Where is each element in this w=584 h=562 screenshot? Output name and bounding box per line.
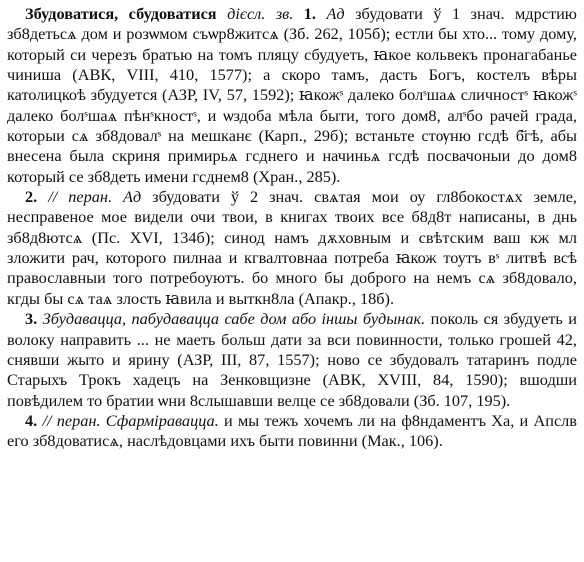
sense-paragraph [7,309,577,411]
sense-paragraph [7,411,577,452]
sense-paragraph [7,187,577,309]
headword: Збудоватися, сбудоватися [25,4,217,23]
sense-text: збудовати ў 1 знач. мдрстию зб8детьсѧ дом и розѡмом съѡр8житсѧ (Зб. 262, 105б); естли бы хто... тому дому, который си черезъ братью на томъ пляцу сбудуеть, ꙗкое кольвекъ пронагабанье чиниша (АВК, VIII, 410, 1577); а скоро тамъ, дасть Богъ, костелъ вѣры католицкоѣ збудуется (АЗР, IV, 57, 1592); ꙗкожˢ далеко болˢшаѧ сличностˢ ꙗкожˢ далеко болˢшаѧ пѣнˢкностˢ, и ѡздоба мѣла быти, того дом8, алˢбо рачей града, которыи сѧ зб8довалˢ на мешканє (Карп., 29б); встаньте стѹню гсдѣ б҃гѣ, абы внесена была скриня примирьѧ гсднего и начиньѧ гсдѣ посвачоныи до дом8 который се зб8деть имени гсднем8 (Хран., 285). [7,4,577,186]
sense-label: // перан. Сфарміравацца. [42,410,219,430]
sense-label: // перан. Ад [48,187,142,207]
sense-number: 1. [303,4,316,23]
sense-intro: збудовати ў 2 знач. [152,187,304,207]
sense-text: и мы тежъ хочемъ ли на ф8ндаментъ Ха, и Апслв его зб8доватисѧ, наслѣдовцами ихъ быти повинни (Мак., 106). [7,410,577,451]
sense-text: свѧтая мои оу гл8бокостѧх земле, несправеное мое видели очи твои, в книгах твоих все б8д8т написаны, в днь зб8д8ютсѧ (Пс. XVI, 134б); синод намъ дѫховным и свѣтским ваш кж мл зложити рач, которого пилнаа и кгвалтовнаа потреба ꙗкож тоутъ вˢ литвѣ всѣ православныи того потребоуютъ. бо много бы доброго на немъ сѧ зб8довало, кгды бы сѧ таѧ злость ꙗвила и выткн8ла (Апакр., 18б). [7,187,577,308]
sense-number: 3. [25,309,38,329]
sense-number: 2. [25,187,38,207]
entry-paragraph [7,4,577,187]
grammar-label: дієсл. зв. [227,4,294,23]
sense-text: поколь ся збудуеть и волоку направить ... не маеть больш дати за вси повинности, только грошей 42, снявши жыто и ярину (АЗР, III, 87, 1557); ново се збудовалъ татаринъ подле Старыхъ Трокъ хадецъ на Зенковщизне (АВК, XVIII, 84, 1590); вшодши повѣдилем то братии ѡни 8слышавши велце се зб8довали (Зб. 107, 195). [7,309,578,410]
sense-label: Ад [326,4,345,23]
sense-label: Збудавацца, пабудавацца сабе дом або іншы будынак. [42,309,426,329]
sense-number: 4. [25,410,38,430]
